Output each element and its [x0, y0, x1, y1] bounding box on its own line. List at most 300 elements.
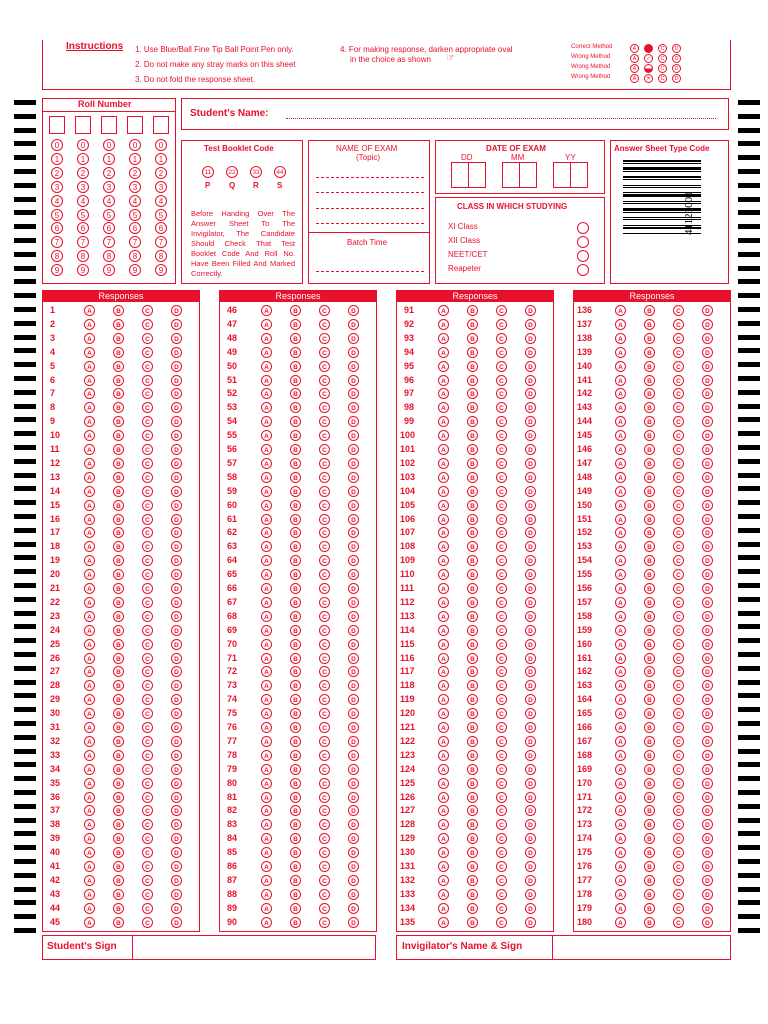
- answer-bubble-d[interactable]: D: [348, 361, 359, 372]
- answer-bubble-c[interactable]: C: [142, 569, 153, 580]
- answer-bubble-a[interactable]: A: [261, 319, 272, 330]
- answer-bubble-b[interactable]: B: [467, 805, 478, 816]
- answer-bubble-b[interactable]: B: [290, 833, 301, 844]
- answer-bubble-b[interactable]: B: [644, 430, 655, 441]
- answer-bubble-a[interactable]: A: [84, 305, 95, 316]
- answer-bubble-d[interactable]: D: [171, 861, 182, 872]
- answer-bubble-a[interactable]: A: [615, 722, 626, 733]
- answer-bubble-b[interactable]: B: [113, 736, 124, 747]
- answer-bubble-b[interactable]: B: [113, 375, 124, 386]
- answer-bubble-b[interactable]: B: [467, 361, 478, 372]
- answer-bubble-b[interactable]: B: [644, 416, 655, 427]
- answer-bubble-c[interactable]: C: [319, 388, 330, 399]
- class-option-bubble[interactable]: [577, 222, 589, 234]
- answer-bubble-d[interactable]: D: [702, 402, 713, 413]
- batch-time-field[interactable]: [316, 271, 424, 272]
- roll-digit-bubble[interactable]: 1: [103, 153, 115, 165]
- answer-bubble-c[interactable]: C: [496, 555, 507, 566]
- answer-bubble-a[interactable]: A: [84, 402, 95, 413]
- roll-digit-bubble[interactable]: 0: [103, 139, 115, 151]
- answer-bubble-d[interactable]: D: [702, 805, 713, 816]
- answer-bubble-c[interactable]: C: [673, 639, 684, 650]
- answer-bubble-a[interactable]: A: [261, 694, 272, 705]
- answer-bubble-c[interactable]: C: [319, 402, 330, 413]
- answer-bubble-a[interactable]: A: [84, 694, 95, 705]
- answer-bubble-c[interactable]: C: [496, 792, 507, 803]
- answer-bubble-b[interactable]: B: [113, 889, 124, 900]
- answer-bubble-a[interactable]: A: [615, 486, 626, 497]
- answer-bubble-b[interactable]: B: [290, 430, 301, 441]
- answer-bubble-b[interactable]: B: [467, 333, 478, 344]
- answer-bubble-d[interactable]: D: [171, 833, 182, 844]
- answer-bubble-d[interactable]: D: [171, 500, 182, 511]
- answer-bubble-d[interactable]: D: [171, 847, 182, 858]
- answer-bubble-d[interactable]: D: [525, 472, 536, 483]
- answer-bubble-c[interactable]: C: [142, 875, 153, 886]
- answer-bubble-c[interactable]: C: [496, 486, 507, 497]
- answer-bubble-a[interactable]: A: [261, 722, 272, 733]
- answer-bubble-a[interactable]: A: [615, 527, 626, 538]
- answer-bubble-a[interactable]: A: [261, 388, 272, 399]
- answer-bubble-c[interactable]: C: [142, 444, 153, 455]
- answer-bubble-a[interactable]: A: [84, 347, 95, 358]
- answer-bubble-b[interactable]: B: [113, 583, 124, 594]
- answer-bubble-b[interactable]: B: [467, 653, 478, 664]
- answer-bubble-d[interactable]: D: [171, 875, 182, 886]
- answer-bubble-d[interactable]: D: [702, 778, 713, 789]
- roll-digit-bubble[interactable]: 4: [103, 195, 115, 207]
- answer-bubble-a[interactable]: A: [84, 792, 95, 803]
- answer-bubble-b[interactable]: B: [467, 764, 478, 775]
- answer-bubble-c[interactable]: C: [496, 375, 507, 386]
- answer-bubble-a[interactable]: A: [615, 653, 626, 664]
- answer-bubble-c[interactable]: C: [673, 388, 684, 399]
- answer-bubble-b[interactable]: B: [113, 653, 124, 664]
- answer-bubble-b[interactable]: B: [467, 541, 478, 552]
- answer-bubble-d[interactable]: D: [348, 305, 359, 316]
- answer-bubble-a[interactable]: A: [615, 541, 626, 552]
- answer-bubble-c[interactable]: C: [673, 666, 684, 677]
- roll-digit-bubble[interactable]: 6: [51, 222, 63, 234]
- answer-bubble-c[interactable]: C: [319, 778, 330, 789]
- answer-bubble-b[interactable]: B: [644, 847, 655, 858]
- answer-bubble-c[interactable]: C: [496, 653, 507, 664]
- booklet-code-bubble[interactable]: 33: [250, 166, 262, 178]
- answer-bubble-b[interactable]: B: [290, 583, 301, 594]
- roll-digit-bubble[interactable]: 0: [77, 139, 89, 151]
- answer-bubble-c[interactable]: C: [496, 319, 507, 330]
- answer-bubble-d[interactable]: D: [702, 750, 713, 761]
- answer-bubble-c[interactable]: C: [673, 541, 684, 552]
- answer-bubble-d[interactable]: D: [171, 639, 182, 650]
- answer-bubble-c[interactable]: C: [496, 875, 507, 886]
- answer-bubble-c[interactable]: C: [673, 430, 684, 441]
- answer-bubble-b[interactable]: B: [290, 347, 301, 358]
- answer-bubble-d[interactable]: D: [171, 694, 182, 705]
- answer-bubble-c[interactable]: C: [319, 653, 330, 664]
- answer-bubble-d[interactable]: D: [525, 458, 536, 469]
- answer-bubble-d[interactable]: D: [702, 514, 713, 525]
- answer-bubble-a[interactable]: A: [84, 458, 95, 469]
- answer-bubble-c[interactable]: C: [496, 597, 507, 608]
- answer-bubble-b[interactable]: B: [113, 625, 124, 636]
- answer-bubble-b[interactable]: B: [467, 527, 478, 538]
- answer-bubble-d[interactable]: D: [348, 402, 359, 413]
- answer-bubble-d[interactable]: D: [525, 361, 536, 372]
- exam-line-2[interactable]: [316, 192, 424, 193]
- answer-bubble-a[interactable]: A: [84, 500, 95, 511]
- answer-bubble-c[interactable]: C: [496, 917, 507, 928]
- answer-bubble-c[interactable]: C: [496, 903, 507, 914]
- answer-bubble-d[interactable]: D: [525, 486, 536, 497]
- answer-bubble-b[interactable]: B: [113, 847, 124, 858]
- answer-bubble-c[interactable]: C: [319, 444, 330, 455]
- answer-bubble-c[interactable]: C: [496, 458, 507, 469]
- answer-bubble-b[interactable]: B: [113, 500, 124, 511]
- answer-bubble-d[interactable]: D: [702, 889, 713, 900]
- answer-bubble-d[interactable]: D: [348, 625, 359, 636]
- answer-bubble-b[interactable]: B: [644, 722, 655, 733]
- answer-bubble-a[interactable]: A: [84, 889, 95, 900]
- answer-bubble-c[interactable]: C: [673, 861, 684, 872]
- answer-bubble-a[interactable]: A: [438, 555, 449, 566]
- answer-bubble-b[interactable]: B: [467, 375, 478, 386]
- answer-bubble-b[interactable]: B: [290, 805, 301, 816]
- answer-bubble-b[interactable]: B: [113, 430, 124, 441]
- answer-bubble-a[interactable]: A: [438, 333, 449, 344]
- roll-digit-bubble[interactable]: 3: [77, 181, 89, 193]
- answer-bubble-d[interactable]: D: [702, 722, 713, 733]
- answer-bubble-c[interactable]: C: [496, 388, 507, 399]
- answer-bubble-d[interactable]: D: [171, 333, 182, 344]
- answer-bubble-a[interactable]: A: [615, 500, 626, 511]
- answer-bubble-d[interactable]: D: [525, 903, 536, 914]
- roll-digit-bubble[interactable]: 3: [155, 181, 167, 193]
- answer-bubble-a[interactable]: A: [261, 750, 272, 761]
- answer-bubble-d[interactable]: D: [171, 917, 182, 928]
- answer-bubble-b[interactable]: B: [113, 611, 124, 622]
- answer-bubble-a[interactable]: A: [261, 541, 272, 552]
- answer-bubble-a[interactable]: A: [261, 666, 272, 677]
- answer-bubble-d[interactable]: D: [525, 666, 536, 677]
- answer-bubble-d[interactable]: D: [171, 611, 182, 622]
- answer-bubble-a[interactable]: A: [615, 680, 626, 691]
- answer-bubble-d[interactable]: D: [702, 847, 713, 858]
- answer-bubble-d[interactable]: D: [171, 597, 182, 608]
- answer-bubble-c[interactable]: C: [673, 903, 684, 914]
- answer-bubble-b[interactable]: B: [467, 778, 478, 789]
- answer-bubble-d[interactable]: D: [348, 514, 359, 525]
- answer-bubble-b[interactable]: B: [467, 402, 478, 413]
- answer-bubble-a[interactable]: A: [438, 388, 449, 399]
- answer-bubble-b[interactable]: B: [113, 903, 124, 914]
- answer-bubble-d[interactable]: D: [348, 527, 359, 538]
- answer-bubble-b[interactable]: B: [644, 861, 655, 872]
- answer-bubble-c[interactable]: C: [496, 889, 507, 900]
- answer-bubble-b[interactable]: B: [467, 833, 478, 844]
- answer-bubble-a[interactable]: A: [261, 569, 272, 580]
- answer-bubble-b[interactable]: B: [290, 778, 301, 789]
- answer-bubble-d[interactable]: D: [348, 875, 359, 886]
- answer-bubble-a[interactable]: A: [84, 569, 95, 580]
- answer-bubble-c[interactable]: C: [673, 416, 684, 427]
- answer-bubble-c[interactable]: C: [496, 333, 507, 344]
- answer-bubble-d[interactable]: D: [525, 569, 536, 580]
- answer-bubble-a[interactable]: A: [615, 639, 626, 650]
- roll-digit-bubble[interactable]: 7: [51, 236, 63, 248]
- answer-bubble-d[interactable]: D: [525, 583, 536, 594]
- roll-digit-bubble[interactable]: 2: [51, 167, 63, 179]
- answer-bubble-c[interactable]: C: [496, 639, 507, 650]
- answer-bubble-a[interactable]: A: [438, 625, 449, 636]
- answer-bubble-c[interactable]: C: [673, 347, 684, 358]
- answer-bubble-c[interactable]: C: [673, 778, 684, 789]
- answer-bubble-c[interactable]: C: [319, 541, 330, 552]
- answer-bubble-a[interactable]: A: [615, 778, 626, 789]
- answer-bubble-a[interactable]: A: [438, 527, 449, 538]
- answer-bubble-a[interactable]: A: [261, 444, 272, 455]
- answer-bubble-a[interactable]: A: [438, 639, 449, 650]
- answer-bubble-a[interactable]: A: [438, 500, 449, 511]
- roll-digit-bubble[interactable]: 8: [129, 250, 141, 262]
- answer-bubble-d[interactable]: D: [348, 347, 359, 358]
- answer-bubble-c[interactable]: C: [496, 541, 507, 552]
- roll-digit-bubble[interactable]: 8: [103, 250, 115, 262]
- roll-digit-bubble[interactable]: 5: [103, 209, 115, 221]
- answer-bubble-a[interactable]: A: [261, 611, 272, 622]
- answer-bubble-a[interactable]: A: [615, 833, 626, 844]
- answer-bubble-b[interactable]: B: [290, 514, 301, 525]
- answer-bubble-d[interactable]: D: [171, 444, 182, 455]
- answer-bubble-b[interactable]: B: [290, 333, 301, 344]
- answer-bubble-d[interactable]: D: [702, 597, 713, 608]
- answer-bubble-d[interactable]: D: [171, 458, 182, 469]
- answer-bubble-c[interactable]: C: [673, 375, 684, 386]
- answer-bubble-a[interactable]: A: [615, 569, 626, 580]
- answer-bubble-d[interactable]: D: [171, 736, 182, 747]
- answer-bubble-a[interactable]: A: [261, 361, 272, 372]
- answer-bubble-d[interactable]: D: [171, 583, 182, 594]
- answer-bubble-a[interactable]: A: [84, 653, 95, 664]
- answer-bubble-a[interactable]: A: [261, 861, 272, 872]
- answer-bubble-d[interactable]: D: [702, 639, 713, 650]
- answer-bubble-a[interactable]: A: [615, 319, 626, 330]
- answer-bubble-c[interactable]: C: [142, 416, 153, 427]
- answer-bubble-d[interactable]: D: [171, 375, 182, 386]
- answer-bubble-d[interactable]: D: [525, 514, 536, 525]
- answer-bubble-b[interactable]: B: [113, 917, 124, 928]
- answer-bubble-d[interactable]: D: [525, 347, 536, 358]
- answer-bubble-b[interactable]: B: [467, 847, 478, 858]
- answer-bubble-b[interactable]: B: [290, 541, 301, 552]
- answer-bubble-c[interactable]: C: [142, 472, 153, 483]
- answer-bubble-b[interactable]: B: [290, 639, 301, 650]
- answer-bubble-d[interactable]: D: [348, 680, 359, 691]
- answer-bubble-a[interactable]: A: [438, 708, 449, 719]
- answer-bubble-a[interactable]: A: [438, 875, 449, 886]
- answer-bubble-c[interactable]: C: [496, 847, 507, 858]
- answer-bubble-d[interactable]: D: [348, 805, 359, 816]
- roll-digit-bubble[interactable]: 6: [129, 222, 141, 234]
- answer-bubble-c[interactable]: C: [319, 666, 330, 677]
- answer-bubble-d[interactable]: D: [348, 694, 359, 705]
- answer-bubble-c[interactable]: C: [142, 792, 153, 803]
- answer-bubble-b[interactable]: B: [113, 305, 124, 316]
- answer-bubble-c[interactable]: C: [142, 597, 153, 608]
- answer-bubble-b[interactable]: B: [467, 750, 478, 761]
- answer-bubble-a[interactable]: A: [615, 402, 626, 413]
- answer-bubble-d[interactable]: D: [702, 305, 713, 316]
- answer-bubble-d[interactable]: D: [525, 778, 536, 789]
- answer-bubble-b[interactable]: B: [290, 750, 301, 761]
- answer-bubble-b[interactable]: B: [467, 666, 478, 677]
- answer-bubble-b[interactable]: B: [290, 875, 301, 886]
- answer-bubble-d[interactable]: D: [171, 555, 182, 566]
- answer-bubble-c[interactable]: C: [496, 472, 507, 483]
- answer-bubble-a[interactable]: A: [438, 319, 449, 330]
- answer-bubble-d[interactable]: D: [171, 722, 182, 733]
- answer-bubble-b[interactable]: B: [644, 347, 655, 358]
- answer-bubble-d[interactable]: D: [702, 527, 713, 538]
- answer-bubble-b[interactable]: B: [290, 375, 301, 386]
- roll-digit-field[interactable]: [75, 116, 91, 134]
- answer-bubble-a[interactable]: A: [84, 750, 95, 761]
- answer-bubble-d[interactable]: D: [525, 416, 536, 427]
- answer-bubble-a[interactable]: A: [84, 555, 95, 566]
- answer-bubble-b[interactable]: B: [467, 569, 478, 580]
- answer-bubble-d[interactable]: D: [525, 917, 536, 928]
- answer-bubble-d[interactable]: D: [348, 917, 359, 928]
- roll-digit-bubble[interactable]: 2: [129, 167, 141, 179]
- answer-bubble-c[interactable]: C: [142, 625, 153, 636]
- answer-bubble-b[interactable]: B: [467, 486, 478, 497]
- answer-bubble-c[interactable]: C: [319, 722, 330, 733]
- answer-bubble-c[interactable]: C: [673, 875, 684, 886]
- answer-bubble-a[interactable]: A: [438, 889, 449, 900]
- roll-digit-bubble[interactable]: 6: [155, 222, 167, 234]
- answer-bubble-b[interactable]: B: [290, 597, 301, 608]
- answer-bubble-c[interactable]: C: [496, 444, 507, 455]
- answer-bubble-a[interactable]: A: [84, 847, 95, 858]
- answer-bubble-b[interactable]: B: [467, 472, 478, 483]
- answer-bubble-c[interactable]: C: [319, 875, 330, 886]
- answer-bubble-a[interactable]: A: [261, 527, 272, 538]
- answer-bubble-b[interactable]: B: [467, 736, 478, 747]
- exam-line-1[interactable]: [316, 177, 424, 178]
- answer-bubble-a[interactable]: A: [438, 917, 449, 928]
- answer-bubble-c[interactable]: C: [496, 694, 507, 705]
- answer-bubble-b[interactable]: B: [113, 819, 124, 830]
- answer-bubble-d[interactable]: D: [348, 319, 359, 330]
- answer-bubble-b[interactable]: B: [290, 722, 301, 733]
- answer-bubble-c[interactable]: C: [319, 792, 330, 803]
- answer-bubble-d[interactable]: D: [348, 430, 359, 441]
- answer-bubble-c[interactable]: C: [319, 319, 330, 330]
- answer-bubble-b[interactable]: B: [644, 680, 655, 691]
- answer-bubble-d[interactable]: D: [525, 388, 536, 399]
- answer-bubble-b[interactable]: B: [113, 388, 124, 399]
- answer-bubble-a[interactable]: A: [84, 861, 95, 872]
- answer-bubble-d[interactable]: D: [348, 486, 359, 497]
- answer-bubble-c[interactable]: C: [319, 527, 330, 538]
- answer-bubble-b[interactable]: B: [644, 778, 655, 789]
- answer-bubble-d[interactable]: D: [525, 597, 536, 608]
- answer-bubble-c[interactable]: C: [496, 569, 507, 580]
- answer-bubble-c[interactable]: C: [142, 375, 153, 386]
- roll-digit-field[interactable]: [153, 116, 169, 134]
- answer-bubble-a[interactable]: A: [438, 444, 449, 455]
- answer-bubble-d[interactable]: D: [171, 889, 182, 900]
- answer-bubble-b[interactable]: B: [644, 917, 655, 928]
- answer-bubble-c[interactable]: C: [142, 680, 153, 691]
- answer-bubble-d[interactable]: D: [348, 778, 359, 789]
- answer-bubble-d[interactable]: D: [702, 708, 713, 719]
- answer-bubble-b[interactable]: B: [467, 347, 478, 358]
- answer-bubble-b[interactable]: B: [644, 819, 655, 830]
- answer-bubble-b[interactable]: B: [467, 889, 478, 900]
- answer-bubble-a[interactable]: A: [438, 792, 449, 803]
- answer-bubble-a[interactable]: A: [615, 333, 626, 344]
- answer-bubble-c[interactable]: C: [496, 583, 507, 594]
- answer-bubble-c[interactable]: C: [673, 597, 684, 608]
- answer-bubble-c[interactable]: C: [319, 764, 330, 775]
- answer-bubble-b[interactable]: B: [467, 388, 478, 399]
- answer-bubble-b[interactable]: B: [644, 319, 655, 330]
- answer-bubble-a[interactable]: A: [438, 472, 449, 483]
- answer-bubble-a[interactable]: A: [261, 792, 272, 803]
- answer-bubble-c[interactable]: C: [142, 541, 153, 552]
- answer-bubble-b[interactable]: B: [467, 708, 478, 719]
- answer-bubble-a[interactable]: A: [438, 416, 449, 427]
- answer-bubble-b[interactable]: B: [467, 305, 478, 316]
- answer-bubble-a[interactable]: A: [84, 639, 95, 650]
- answer-bubble-b[interactable]: B: [113, 805, 124, 816]
- roll-digit-bubble[interactable]: 7: [77, 236, 89, 248]
- answer-bubble-c[interactable]: C: [319, 639, 330, 650]
- answer-bubble-c[interactable]: C: [142, 819, 153, 830]
- answer-bubble-c[interactable]: C: [319, 903, 330, 914]
- answer-bubble-c[interactable]: C: [142, 666, 153, 677]
- answer-bubble-b[interactable]: B: [290, 764, 301, 775]
- answer-bubble-a[interactable]: A: [438, 583, 449, 594]
- answer-bubble-d[interactable]: D: [525, 694, 536, 705]
- answer-bubble-b[interactable]: B: [644, 375, 655, 386]
- answer-bubble-d[interactable]: D: [525, 889, 536, 900]
- answer-bubble-d[interactable]: D: [171, 347, 182, 358]
- answer-bubble-a[interactable]: A: [261, 486, 272, 497]
- roll-digit-bubble[interactable]: 6: [77, 222, 89, 234]
- answer-bubble-b[interactable]: B: [467, 514, 478, 525]
- answer-bubble-b[interactable]: B: [644, 486, 655, 497]
- answer-bubble-a[interactable]: A: [261, 514, 272, 525]
- answer-bubble-d[interactable]: D: [702, 917, 713, 928]
- answer-bubble-d[interactable]: D: [525, 541, 536, 552]
- answer-bubble-a[interactable]: A: [615, 792, 626, 803]
- student-name-field[interactable]: [286, 118, 716, 119]
- answer-bubble-b[interactable]: B: [113, 472, 124, 483]
- answer-bubble-a[interactable]: A: [261, 847, 272, 858]
- answer-bubble-c[interactable]: C: [319, 430, 330, 441]
- answer-bubble-a[interactable]: A: [84, 597, 95, 608]
- answer-bubble-d[interactable]: D: [348, 569, 359, 580]
- answer-bubble-d[interactable]: D: [171, 472, 182, 483]
- answer-bubble-b[interactable]: B: [644, 792, 655, 803]
- answer-bubble-b[interactable]: B: [113, 458, 124, 469]
- answer-bubble-c[interactable]: C: [142, 778, 153, 789]
- answer-bubble-c[interactable]: C: [673, 333, 684, 344]
- answer-bubble-d[interactable]: D: [525, 527, 536, 538]
- answer-bubble-c[interactable]: C: [142, 319, 153, 330]
